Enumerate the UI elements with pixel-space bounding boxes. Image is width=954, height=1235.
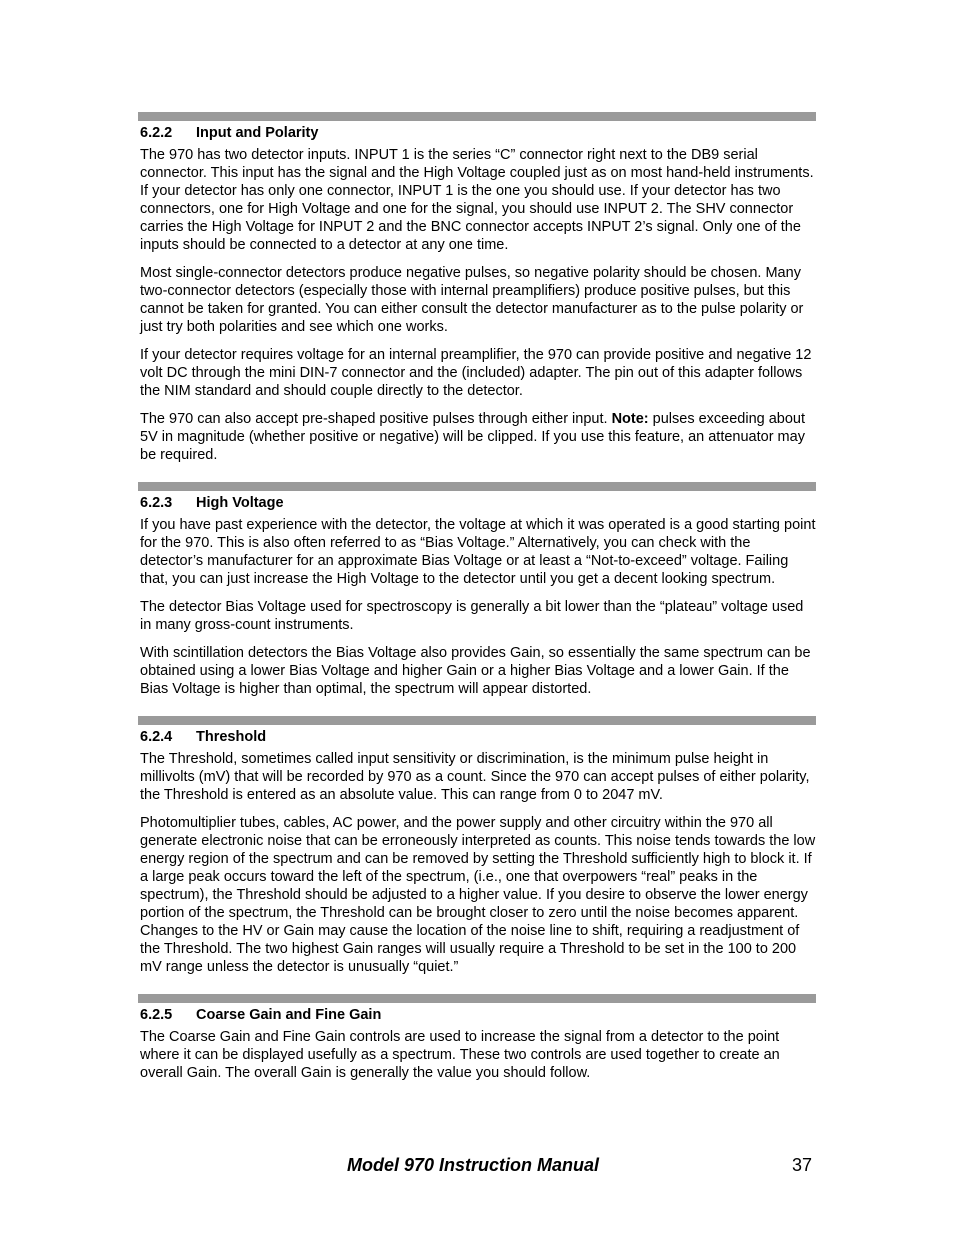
section-title: Threshold bbox=[196, 729, 267, 745]
section-number: 6.2.3 bbox=[140, 495, 173, 511]
page-content bbox=[140, 112, 816, 1092]
section-input-and-polarity bbox=[140, 112, 816, 464]
section-high-voltage bbox=[140, 482, 816, 698]
section-heading bbox=[140, 1006, 816, 1024]
note-text-before: The 970 can also accept pre-shaped positive pulses through either input. bbox=[140, 411, 612, 427]
page-number: 37 bbox=[791, 1155, 812, 1175]
paragraph: The 970 has two detector inputs. INPUT 1 is the series “C” connector right next to the DB9 serial connector. This input has the signal and the High Voltage coupled just as on most hand-held instruments. If your detector has only one connector, INPUT 1 is the one you should use. If your detector has two connectors, one for High Voltage and one for the signal, you should use INPUT 2. The SHV connector carries the High Voltage for INPUT 2 and the BNC connector accepts INPUT 2’s signal. Only one of the inputs should be connected to a detector at any one time. bbox=[140, 147, 814, 253]
note-text-after: pulses exceeding about 5V in magnitude (whether positive or negative) will be clipped. If you use this feature, an attenuator may be required. bbox=[140, 411, 806, 463]
paragraph: If your detector requires voltage for an internal preamplifier, the 970 can provide positive and negative 12 volt DC through the mini DIN-7 connector and the (included) adapter. The pin out of this adapter follows the NIM standard and should couple directly to the detector. bbox=[140, 347, 812, 399]
manual-title: Model 970 Instruction Manual bbox=[347, 1155, 600, 1175]
section-heading bbox=[140, 494, 816, 512]
section-divider-bar bbox=[138, 994, 816, 1003]
section-divider-bar bbox=[138, 716, 816, 725]
note-label: Note: bbox=[611, 411, 649, 427]
section-heading bbox=[140, 124, 816, 142]
section-number: 6.2.5 bbox=[140, 1007, 173, 1023]
paragraph: If you have past experience with the detector, the voltage at which it was operated is a good starting point for the 970. This is also often referred to as “Bias Voltage.” Alternatively, you can check with the detector’s manufacturer for an approximate Bias Voltage or at least a “Not-to-exceed” voltage. Failing that, you can just increase the High Voltage to the detector until you get a decent looking spectrum. bbox=[140, 517, 816, 587]
paragraph: Photomultiplier tubes, cables, AC power, and the power supply and other circuitry within the 970 all generate electronic noise that can be erroneously interpreted as counts. This noise tends towards the low energy region of the spectrum and can be removed by setting the Threshold sufficiently high to block it. If a large peak occurs toward the left of the spectrum, (i.e., one that overpowers “real” peaks in the spectrum), the Threshold should be adjusted to a higher value. If you desire to observe the lower energy portion of the spectrum, the Threshold can be brought closer to zero until the noise becomes apparent. Changes to the HV or Gain may cause the location of the noise line to shift, requiring a readjustment of the Threshold. The two highest Gain ranges will usually require a Threshold to be set in the 100 to 200 mV range unless the detector is unusually “quiet.” bbox=[140, 815, 816, 975]
paragraph: The Threshold, sometimes called input sensitivity or discrimination, is the minimum pulse height in millivolts (mV) that will be recorded by 970 as a count. Since the 970 can accept pulses of either polarity, the Threshold is entered as an absolute value. This can range from 0 to 2047 mV. bbox=[140, 751, 810, 803]
paragraph: Most single-connector detectors produce negative pulses, so negative polarity should be chosen. Many two-connector detectors (especially those with internal preamplifiers) produce positive pulses, but this cannot be taken for granted. You can either consult the detector manufacturer as to the pulse polarity or just try both polarities and see which one works. bbox=[140, 265, 804, 335]
page-footer bbox=[140, 1155, 816, 1181]
section-title: Coarse Gain and Fine Gain bbox=[196, 1007, 382, 1023]
section-number: 6.2.4 bbox=[140, 729, 173, 745]
paragraph: With scintillation detectors the Bias Voltage also provides Gain, so essentially the same spectrum can be obtained using a lower Bias Voltage and higher Gain or a higher Bias Voltage and a lower Gain. If the Bias Voltage is higher than optimal, the spectrum will appear distorted. bbox=[140, 645, 811, 697]
section-divider-bar bbox=[138, 112, 816, 121]
paragraph: The detector Bias Voltage used for spectroscopy is generally a bit lower than the “plateau” voltage used in many gross-count instruments. bbox=[140, 599, 804, 633]
section-threshold bbox=[140, 716, 816, 976]
note-paragraph bbox=[140, 410, 816, 464]
paragraph: The Coarse Gain and Fine Gain controls are used to increase the signal from a detector to the point where it can be displayed usefully as a spectrum. These two controls are used together to create an overall Gain. The overall Gain is generally the value you should follow. bbox=[140, 1029, 780, 1081]
section-title: Input and Polarity bbox=[196, 125, 319, 141]
section-coarse-and-fine-gain bbox=[140, 994, 816, 1082]
section-heading bbox=[140, 728, 816, 746]
section-divider-bar bbox=[138, 482, 816, 491]
section-number: 6.2.2 bbox=[140, 125, 173, 141]
section-title: High Voltage bbox=[196, 495, 284, 511]
